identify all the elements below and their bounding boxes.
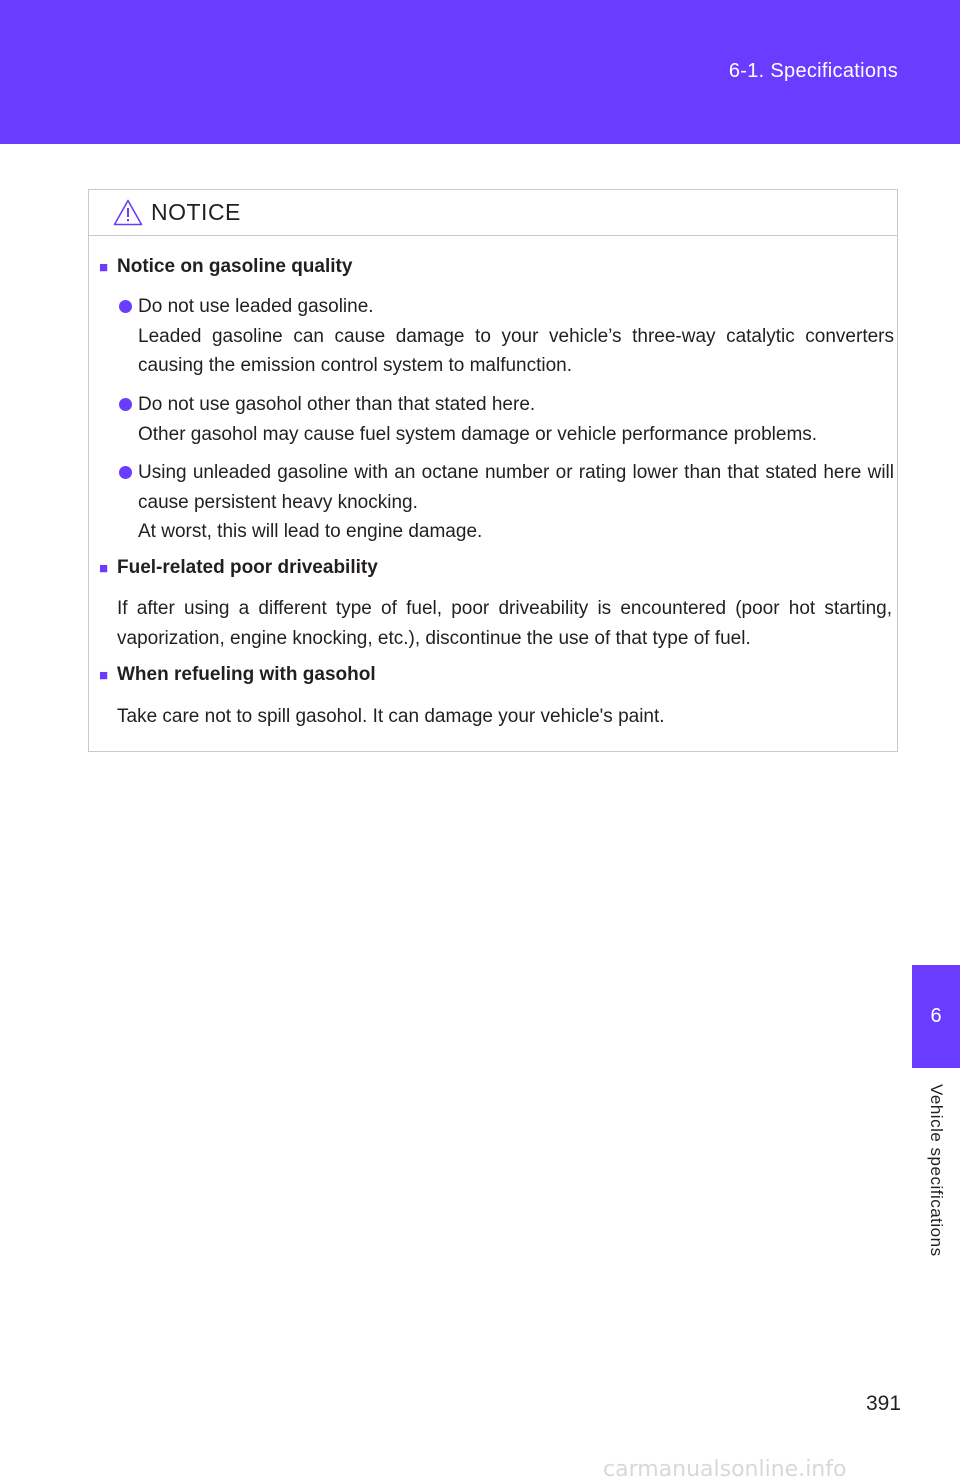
section-paragraph: If after using a different type of fuel, poor driveability is encountered (poor hot starting, vaporization, engine knocking, etc.), discontinue the use of that type of fuel.: [117, 598, 892, 649]
header-bar: [0, 0, 960, 144]
section-heading: ■ When refueling with gasohol: [99, 664, 376, 685]
bullet-line: Leaded gasoline can cause damage to your vehicle’s three-way catalytic converters causing the emission control system to malfunction.: [138, 325, 894, 376]
watermark-text: carmanualsonline.info: [603, 1457, 847, 1482]
square-bullet-icon: ■: [99, 560, 109, 577]
section-paragraph: Take care not to spill gasohol. It can damage your vehicle's paint.: [117, 706, 665, 727]
notice-box: [88, 189, 898, 752]
bullet-item: [119, 390, 894, 449]
bullet-line: Using unleaded gasoline with an octane number or rating lower than that stated here will cause persistent heavy knocking.: [138, 462, 894, 513]
bullet-line: Other gasohol may cause fuel system damage or vehicle performance problems.: [138, 423, 818, 445]
notice-title: NOTICE: [151, 199, 241, 225]
bullet-item: [119, 292, 894, 381]
warning-triangle-icon: [113, 199, 143, 226]
bullet-item: [119, 458, 894, 547]
bullet-line: At worst, this will lead to engine damage.: [138, 521, 483, 542]
square-bullet-icon: ■: [99, 667, 109, 684]
section-heading: ■ Fuel-related poor driveability: [99, 557, 378, 578]
bullet-line: Do not use gasohol other than that stated here.: [138, 394, 536, 415]
section-title: 6-1. Specifications: [728, 60, 898, 82]
chapter-title-text: Vehicle specifications: [927, 1084, 946, 1257]
round-bullet-icon: [119, 300, 132, 313]
section-heading: ■ Notice on gasoline quality: [99, 256, 353, 277]
page-number: 391: [866, 1392, 902, 1415]
round-bullet-icon: [119, 466, 132, 479]
round-bullet-icon: [119, 398, 132, 411]
watermark-logo: [597, 1453, 960, 1484]
chapter-tab[interactable]: [912, 965, 960, 1068]
square-bullet-icon: ■: [99, 259, 109, 276]
chapter-number: 6: [930, 1005, 942, 1027]
bullet-line: Do not use leaded gasoline.: [138, 296, 374, 317]
notice-header: [89, 190, 897, 236]
